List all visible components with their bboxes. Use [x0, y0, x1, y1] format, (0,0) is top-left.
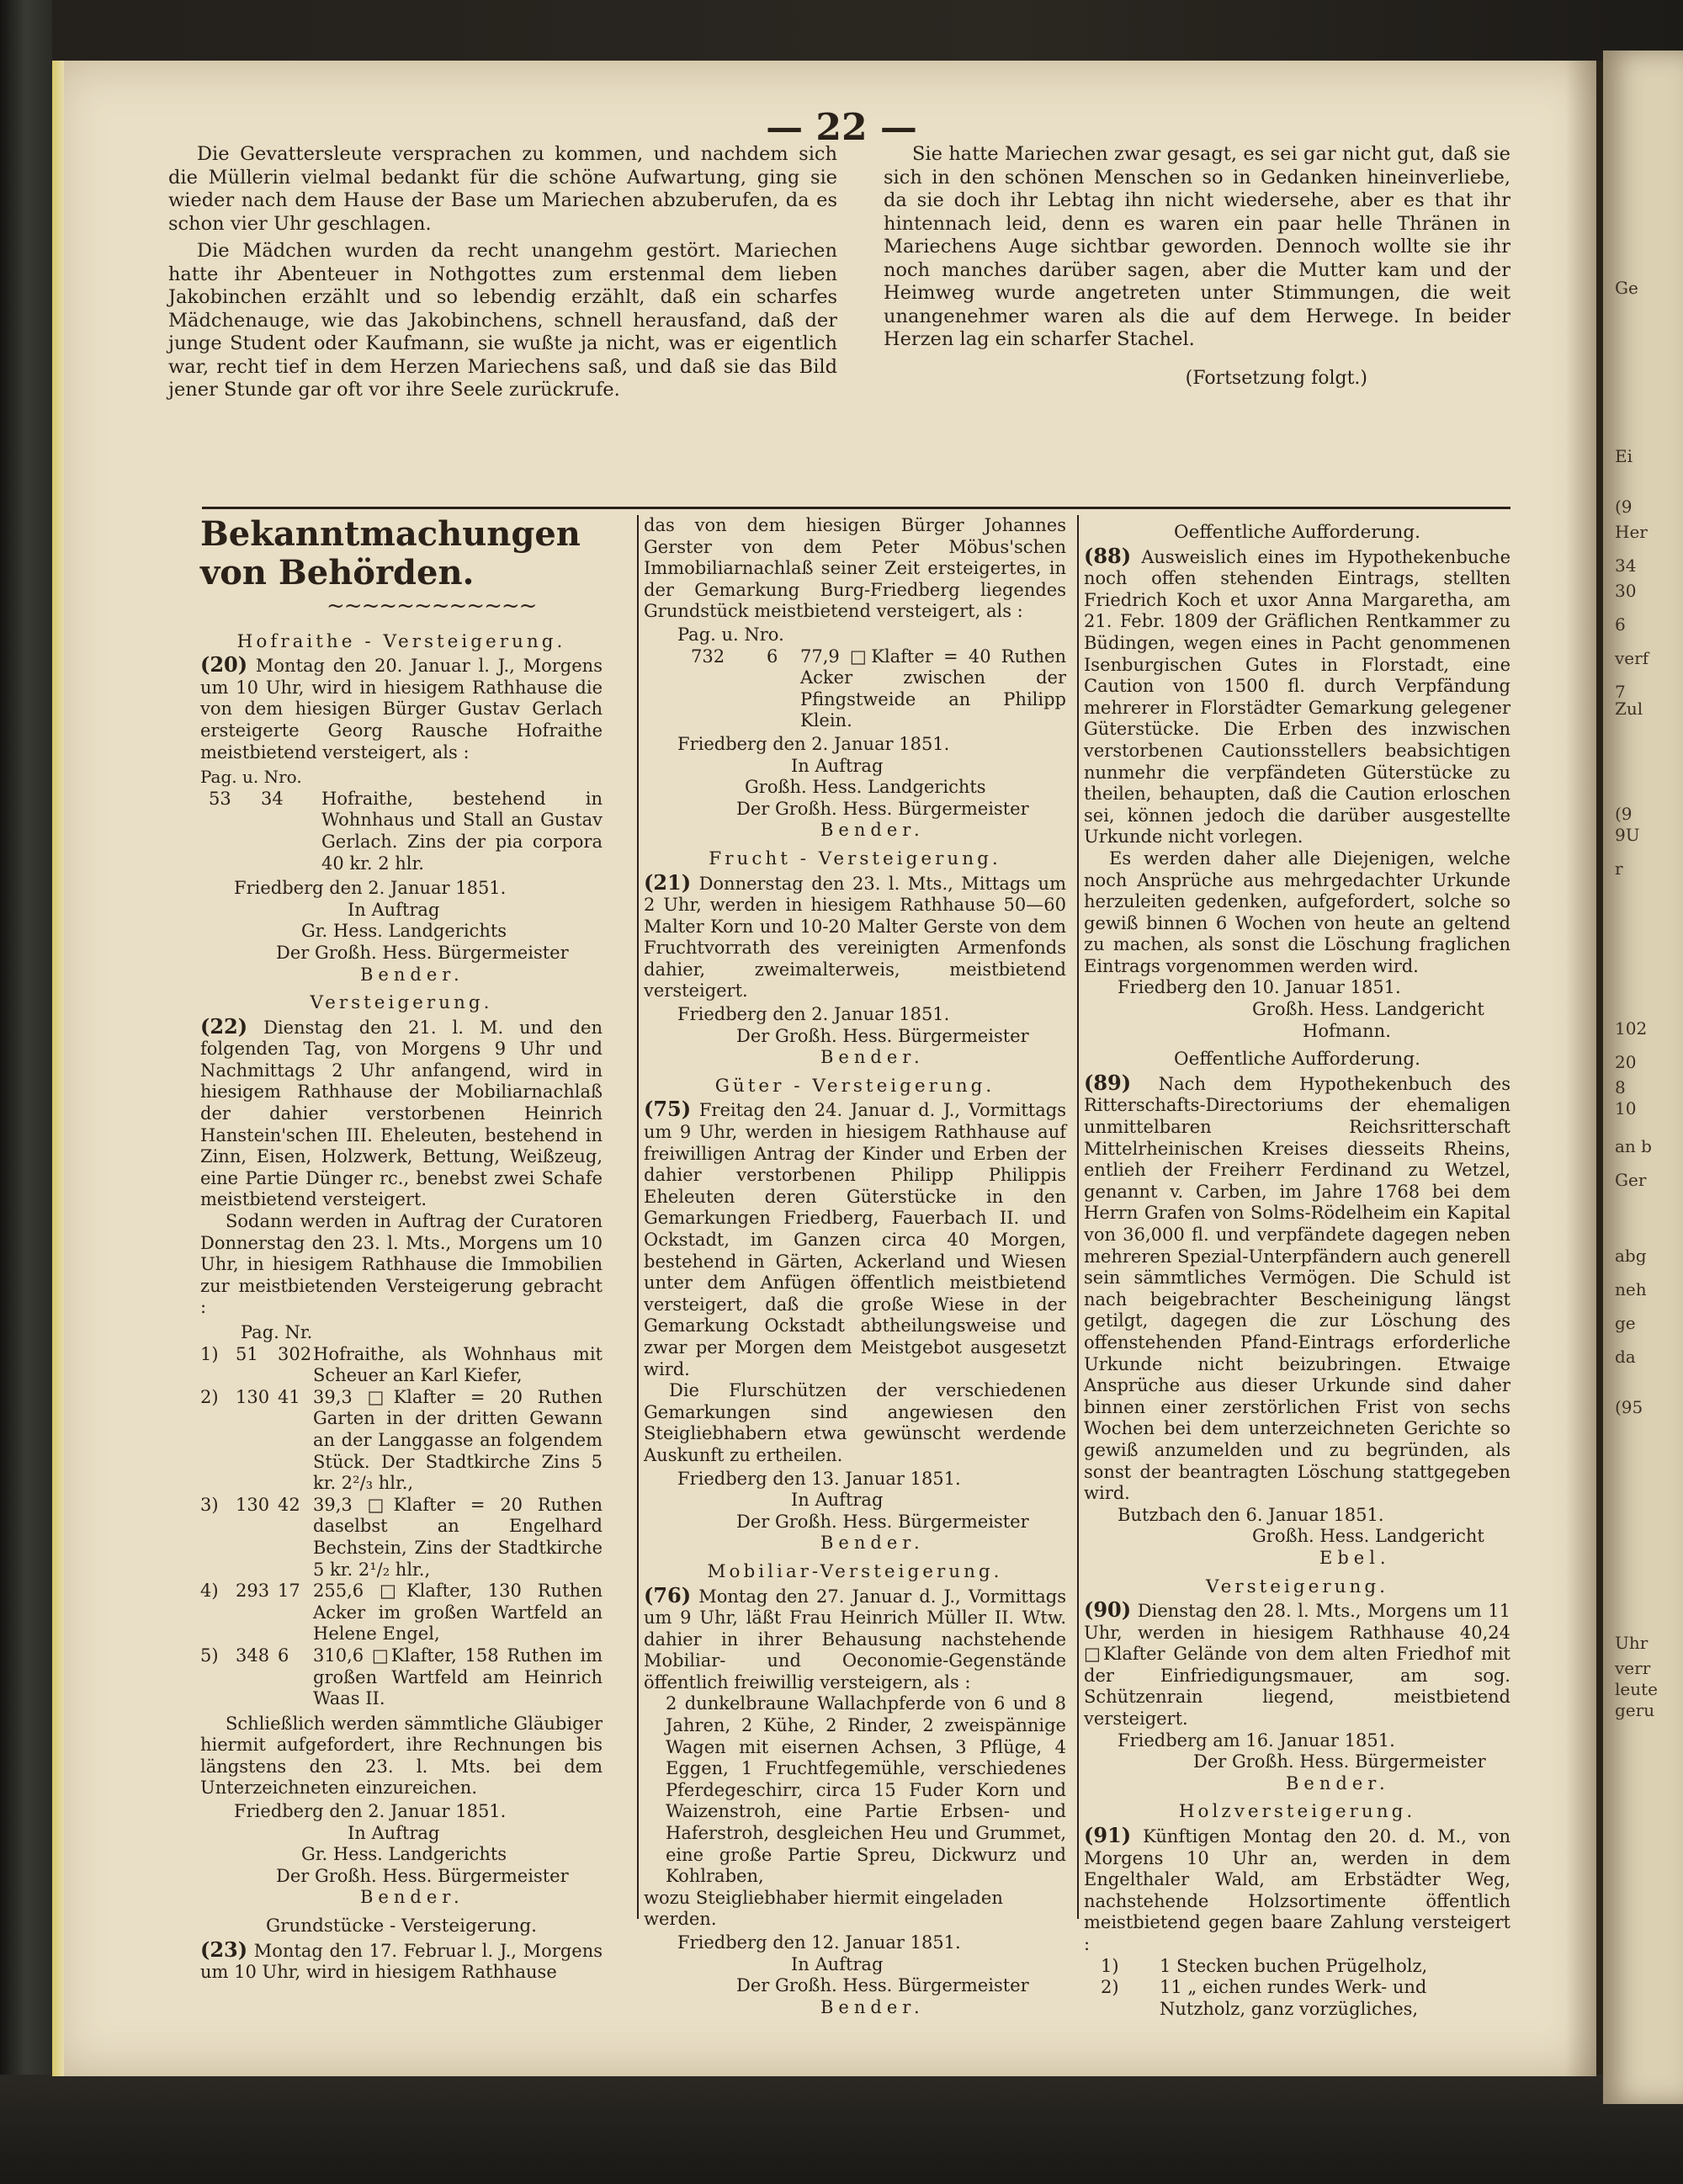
notices-column-2 [644, 515, 1066, 2018]
adjacent-page-text: leute [1615, 1679, 1658, 1699]
place-date: Friedberg den 2. Januar 1851. [677, 1004, 950, 1025]
place-date: Butzbach den 6. Januar 1851. [1118, 1504, 1384, 1525]
mayor-line: Der Großh. Hess. Bürgermeister [736, 1975, 1029, 1996]
notice-body: Schließlich werden sämmtliche Gläubiger hiermit aufgefordert, ihre Rechnungen bis längstens den 23. l. Mts. bei dem Unterzeichneten einzureichen. [200, 1713, 603, 1799]
table-row: 732 6 77,9 □Klafter = 40 Ruthen Acker zwischen der Pfingstweide an Philipp Klein. [691, 646, 1066, 731]
story-paragraph: Die Mädchen wurden da recht unangehm gestört. Mariechen hatte ihr Abenteuer in Nothgottes zum erstenmal dem lieben Jakobinchen erzählt und so lebendig erzählt, daß ein scharfes Mädchenauge, wie das Jakobinchens, schnell herausfand, daß der junge Student oder Kaufmann, sie wußte ja nicht, was er eigentlich war, recht tief in dem Herzen Mariechens saß, und daß sie das Bild jener Stunde gar oft vor ihre Seele zurückrufe. [168, 240, 837, 401]
notice-body: wozu Steigliebhaber hiermit eingeladen werden. [644, 1887, 1003, 1930]
story-paragraph: Die Gevattersleute versprachen zu kommen, und nachdem sich die Müllerin vielmal bedankt für die schöne Aufwartung, ging sie wieder nach dem Hause der Base um Mariechen abzuberufen, da es schon vier Uhr geschlagen. [168, 143, 837, 235]
notice-title: Oeffentliche Aufforderung. [1174, 522, 1420, 543]
adjacent-page-text: 10 [1615, 1098, 1637, 1119]
adjacent-page-text: ge [1615, 1313, 1636, 1333]
notice-title: Mobiliar-Versteigerung. [707, 1560, 1003, 1582]
notice-number: (23) [200, 1937, 248, 1962]
notice-body: (89) Nach dem Hypothekenbuch des Ritterschafts-Directoriums der ehemaligen unmittelbaren Reichsritterschaft Mittelrheinischen Kreises diesseits Rheins, entlieh der Freiherr Ferdinand zu Wetzel, genannt v. Carben, im Jahre 1768 bei dem Herrn Grafen von Solms-Rödelheim ein Kapital von 36,000 fl. und verpfändete dagegen neben mehreren Spezial-Unterpfändern auch generell sein sämmtliches Vermögen. Die Schuld ist nach beigebrachter Bescheinigung längst getilgt, dagegen die zur Löschung des offenstehenden Pfand-Eintrags erforderliche Urkunde nicht beizubringen. Etwaige Ansprüche aus dieser Urkunde sind daher binnen einer zerstörlichen Frist von sechs Wochen bei dem unterzeichneten Gerichte so gewiß anzumelden und zu begründen, als sonst der beantragten Löschung stattgegeben wird. [1084, 1070, 1510, 1504]
column-rule [637, 515, 639, 1919]
notice-body: (20) Montag den 20. Januar l. J., Morgens um 10 Uhr, wird in hiesigem Rathhause die von dem hiesigen Bürger Gustav Gerlach ersteigerte Georg Rausche Hofraithe meistbietend versteigert, als : [200, 652, 603, 763]
notice-body: das von dem hiesigen Bürger Johannes Gerster von dem Peter Möbus'schen Immobiliarnachlaß seiner Zeit ersteigertes, in der Gemarkung Burg-Friedberg liegendes Grundstück meistbietend versteigert, als : [644, 515, 1066, 622]
notice-body: (21) Donnerstag den 23. l. Mts., Mittags um 2 Uhr, werden in hiesigem Rathhause 50—60 Malter Korn und 10-20 Malter Gerste von dem Fruchtvorrath des vereinigten Armenfonds dahier, zweimalterweis, meistbietend versteigert. [644, 869, 1066, 1002]
notice-number: (22) [200, 1013, 248, 1039]
signature: Bender. [360, 964, 465, 985]
adjacent-page-text: verf [1615, 648, 1649, 668]
adjacent-page-edge [1603, 50, 1683, 2104]
mandate-line: In Auftrag [348, 1822, 440, 1843]
adjacent-page-text: an b [1615, 1136, 1652, 1156]
adjacent-page-text: (9 [1615, 497, 1633, 517]
adjacent-page-text: Ei [1615, 446, 1633, 466]
notice-number: (91) [1084, 1823, 1132, 1848]
place-date: Friedberg den 13. Januar 1851. [677, 1468, 961, 1489]
adjacent-page-text: verr [1615, 1658, 1651, 1678]
parcel-table [200, 767, 603, 874]
signature: Bender. [820, 1047, 925, 1068]
adjacent-page-text: geru [1615, 1700, 1655, 1720]
adjacent-page-text: Uhr [1615, 1633, 1648, 1653]
signature: Bender. [820, 1533, 925, 1554]
notice-number: (76) [644, 1582, 692, 1607]
notice-body: (22) Dienstag den 21. l. M. und den folgenden Tag, von Morgens 9 Uhr und Nachmittags 2 Uhr anfangend, wird in hiesigem Rathhause der Mobiliarnachlaß der dahier verstorbenen Heinrich Hanstein'schen III. Eheleuten, bestehend in Zinn, Eisen, Holzwerk, Bettung, Weißzeug, eine Partie Dünger rc., benebst zwei Schafe meistbietend versteigert. [200, 1013, 603, 1210]
court-line: Großh. Hess. Landgericht [1252, 1526, 1484, 1547]
ornament-rule: ~~~~~~~~~~~~ [327, 593, 537, 619]
mandate-line: In Auftrag [791, 1953, 884, 1974]
notice-body: (23) Montag den 17. Februar l. J., Morgens um 10 Uhr, wird in hiesigem Rathhause [200, 1937, 603, 1983]
adjacent-page-text: abg [1615, 1246, 1647, 1266]
notice-number: (75) [644, 1097, 692, 1122]
place-date: Friedberg den 2. Januar 1851. [677, 733, 950, 754]
story-right-column [884, 143, 1510, 390]
notice-title: Frucht - Versteigerung. [709, 848, 1001, 869]
notice-number: (20) [200, 652, 248, 678]
adjacent-page-text: (9 [1615, 804, 1633, 824]
adjacent-page-text: 7 [1615, 682, 1626, 702]
place-date: Friedberg den 2. Januar 1851. [234, 1801, 507, 1822]
notice-number: (88) [1084, 543, 1132, 568]
adjacent-page-text: Ger [1615, 1170, 1647, 1190]
notice-title: Güter - Versteigerung. [714, 1075, 995, 1097]
place-date: Friedberg den 2. Januar 1851. [234, 878, 507, 899]
adjacent-page-text: neh [1615, 1279, 1647, 1299]
notice-title: Hofraithe - Versteigerung. [236, 630, 566, 652]
table-header: Pag. u. Nro. [677, 624, 784, 645]
notice-number: (90) [1084, 1597, 1132, 1623]
adjacent-page-text: (95 [1615, 1397, 1643, 1417]
adjacent-page-text: Ge [1615, 278, 1638, 298]
item-list: 2 dunkelbraune Wallachpferde von 6 und 8 Jahren, 2 Kühe, 2 Rinder, 2 zweispännige Wagen mit eisernen Achsen, 3 Pflüge, 4 Eggen, 1 Fruchtfegemühle, verschiedenes Pferdegeschirr, circa 15 Fuder Korn und Waizenstroh, eine Partie Erbsen- und Haferstroh, desgleichen Heu und Grummet, eine große Partie Spreu, Dickwurz und Kohlraben, [666, 1693, 1066, 1887]
adjacent-page-text: 6 [1615, 614, 1626, 635]
notice-body: (90) Dienstag den 28. l. Mts., Morgens um 11 Uhr, werden in hiesigem Rathhause 40,24 □Klafter Gelände von dem alten Friedhof mit der Einfriedigungsmauer, am sog. Schützenrain liegend, meistbietend versteigert. [1084, 1597, 1510, 1730]
mandate-line: In Auftrag [791, 755, 884, 776]
court-line: Großh. Hess. Landgerichts [745, 777, 986, 798]
list-item: 4) 293 17 255,6 □Klafter, 130 Ruthen Acker im großen Wartfeld an Helene Engel, [200, 1581, 603, 1645]
mayor-line: Der Großh. Hess. Bürgermeister [736, 798, 1029, 819]
adjacent-page-text: 34 [1615, 555, 1637, 576]
story-left-column [168, 143, 837, 407]
signature: Bender. [820, 1996, 925, 2017]
signature: Bender. [820, 820, 925, 841]
adjacent-page-text: 30 [1615, 581, 1637, 601]
notice-title: Oeffentliche Aufforderung. [1174, 1049, 1420, 1071]
mayor-line: Der Großh. Hess. Bürgermeister [736, 1511, 1029, 1532]
place-date: Friedberg den 10. Januar 1851. [1118, 977, 1401, 998]
notice-body: (76) Montag den 27. Januar d. J., Vormittags um 9 Uhr, läßt Frau Heinrich Müller II. Wtw. dahier in ihrer Behausung nachstehende Mobiliar- und Oeconomie-Gegenstände öffentlich freiwillig versteigern, als : [644, 1582, 1066, 1692]
court-line: Gr. Hess. Landgerichts [301, 921, 507, 942]
notice-title: Holzversteigerung. [1178, 1801, 1416, 1823]
notice-body: (91) Künftigen Montag den 20. d. M., von Morgens 10 Uhr an, werden in dem Engelthaler Wald, am Erbstädter Weg, nachstehende Holzsortimente öffentlich meistbietend gegen baare Zahlung versteigert : [1084, 1823, 1510, 1954]
place-date: Friedberg den 12. Januar 1851. [677, 1932, 961, 1953]
notice-title: Versteigerung. [310, 992, 493, 1014]
signature: Bender. [360, 1887, 465, 1908]
notice-title: Versteigerung. [1206, 1576, 1388, 1597]
column-rule [1077, 515, 1079, 1919]
story-paragraph: Sie hatte Mariechen zwar gesagt, es sei gar nicht gut, daß sie sich in den schönen Menschen so in Gedanken hineinverliebe, da sie doch ihr Lebtag ihn nicht wiedersehe, aber es that ihr hintennach leid, denn es waren ein paar helle Thränen in Mariechens Auge sichtbar geworden. Dennoch wollte sie ihr noch manches darüber sagen, aber die Mutter kam und der Heimweg wurde angetreten unter Stimmungen, die weit unangenehmer waren als die auf dem Herwege. In beider Herzen lag ein scharfer Stachel. [884, 143, 1510, 350]
notices-column-1 [200, 515, 603, 1984]
wood-list [1084, 1956, 1510, 2021]
continuation-note: (Fortsetzung folgt.) [1185, 367, 1367, 389]
notice-body: Die Flurschützen der verschiedenen Gemarkungen sind angewiesen den Steigliebhabern etwa gewünscht werdende Auskunft zu ertheilen. [644, 1380, 1066, 1465]
mayor-line: Der Großh. Hess. Bürgermeister [736, 1025, 1029, 1046]
mayor-line: Der Großh. Hess. Bürgermeister [276, 1865, 569, 1886]
list-item: 2) 11 „ eichen rundes Werk- und Nutzholz, ganz vorzügliches, [1101, 1977, 1427, 2019]
table-row: 53 34 Hofraithe, bestehend in Wohnhaus und Stall an Gustav Gerlach. Zins der pia corpora 40 kr. 2 hlr. [209, 788, 603, 874]
mandate-line: In Auftrag [348, 899, 440, 920]
notice-number: (89) [1084, 1070, 1132, 1095]
adjacent-page-text: 20 [1615, 1052, 1637, 1072]
table-header: Pag. Nr. [241, 1322, 313, 1342]
list-item: 1) 51 302 Hofraithe, als Wohnhaus mit Scheuer an Karl Kiefer, [200, 1343, 603, 1386]
court-line: Gr. Hess. Landgerichts [301, 1844, 507, 1865]
section-divider [202, 507, 1510, 509]
place-date: Friedberg am 16. Januar 1851. [1118, 1730, 1395, 1751]
table-header: Pag. u. Nro. [200, 767, 302, 788]
book-cover-bottom [0, 2075, 1683, 2184]
notices-column-3 [1084, 515, 1510, 2020]
signature: Bender. [1286, 1772, 1390, 1793]
adjacent-page-text: da [1615, 1347, 1636, 1367]
notice-body: (88) Ausweislich eines im Hypothekenbuche noch offen stehenden Eintrags, stellten Friedrich Koch et uxor Anna Margaretha, am 21. Febr. 1809 der Gräflichen Rentkammer zu Büdingen, wegen eines in Pacht genommenen Isenburgischen Gutes in Florstadt, eine Caution von 1500 fl. durch Verpfändung mehrerer in Florstädter Gemarkung gelegener Güterstücke. Die Erben des inzwischen verstorbenen Cautionsstellers beabsichtigen nunmehr die verpfändeten Güterstücke zu theilen, behaupten, daß die Caution erloschen sei, können jedoch die darüber ausgestellte Urkunde nicht vorlegen. [1084, 543, 1510, 848]
list-item: 1) 1 Stecken buchen Prügelholz, [1101, 1955, 1428, 1976]
adjacent-page-text: 102 [1615, 1018, 1648, 1039]
notice-number: (21) [644, 869, 692, 895]
list-item: 5) 348 6 310,6 □Klafter, 158 Ruthen im großen Wartfeld am Heinrich Waas II. [200, 1645, 603, 1709]
list-item: 3) 130 42 39,3 □Klafter = 20 Ruthen daselbst an Engelhard Bechstein, Zins der Stadtkirche 5 kr. 2¹/₂ hlr., [200, 1494, 603, 1580]
list-item: 2) 130 41 39,3 □Klafter = 20 Ruthen Garten in der dritten Gewann an der Langgasse an folgendem Stück. Der Stadtkirche Zins 5 kr. 2²/₃ hlr., [200, 1386, 603, 1494]
adjacent-page-text: Her [1615, 522, 1648, 542]
signature: Hofmann. [1303, 1020, 1391, 1041]
book-cover-edge [0, 0, 52, 2184]
adjacent-page-text: Zul [1615, 699, 1643, 719]
signature: Ebel. [1319, 1547, 1391, 1568]
notice-body: (75) Freitag den 24. Januar d. J., Vormittags um 9 Uhr, werden in hiesigem Rathhause auf freiwilligen Antrag der Kinder und Erben der dahier verstorbenen Philipp Philippis Eheleuten deren Güterstücke in den Gemarkungen Friedberg, Fauerbach II. und Ockstadt, im Ganzen circa 40 Morgen, bestehend in Gärten, Ackerland und Wiesen unter dem Anfügen öffentlich meistbietend versteigert, daß die große Wiese in der Gemarkung Ockstadt abtheilungsweise und zwar per Morgen dem Meistgebot ausgesetzt wird. [644, 1097, 1066, 1379]
notice-body: Sodann werden in Auftrag der Curatoren Donnerstag den 23. l. Mts., Morgens um 10 Uhr, in hiesigem Rathhause die Immobilien zur meistbietenden Versteigerung gebracht : [200, 1211, 603, 1318]
adjacent-page-text: 8 [1615, 1077, 1626, 1097]
adjacent-page-text: 9U [1615, 825, 1640, 845]
mandate-line: In Auftrag [791, 1490, 884, 1511]
adjacent-page-text: r [1615, 858, 1623, 879]
court-line: Großh. Hess. Landgericht [1252, 999, 1484, 1020]
mayor-line: Der Großh. Hess. Bürgermeister [1193, 1751, 1486, 1772]
notice-title: Grundstücke - Versteigerung. [265, 1916, 538, 1937]
page-number: — 22 — [766, 106, 917, 149]
mayor-line: Der Großh. Hess. Bürgermeister [276, 942, 569, 963]
gutter-shadow [1565, 61, 1603, 2076]
parcel-list [200, 1344, 603, 1710]
notice-body: Es werden daher alle Diejenigen, welche noch Ansprüche aus mehrgedachter Urkunde herzuleiten gedenken, aufgefordert, solche so gewiß binnen 6 Wochen von heute an geltend zu machen, als sonst die Löschung fraglichen Eintrags vorgenommen werden wird. [1084, 848, 1510, 976]
section-heading: Bekanntmachungen von Behörden. [200, 514, 581, 592]
